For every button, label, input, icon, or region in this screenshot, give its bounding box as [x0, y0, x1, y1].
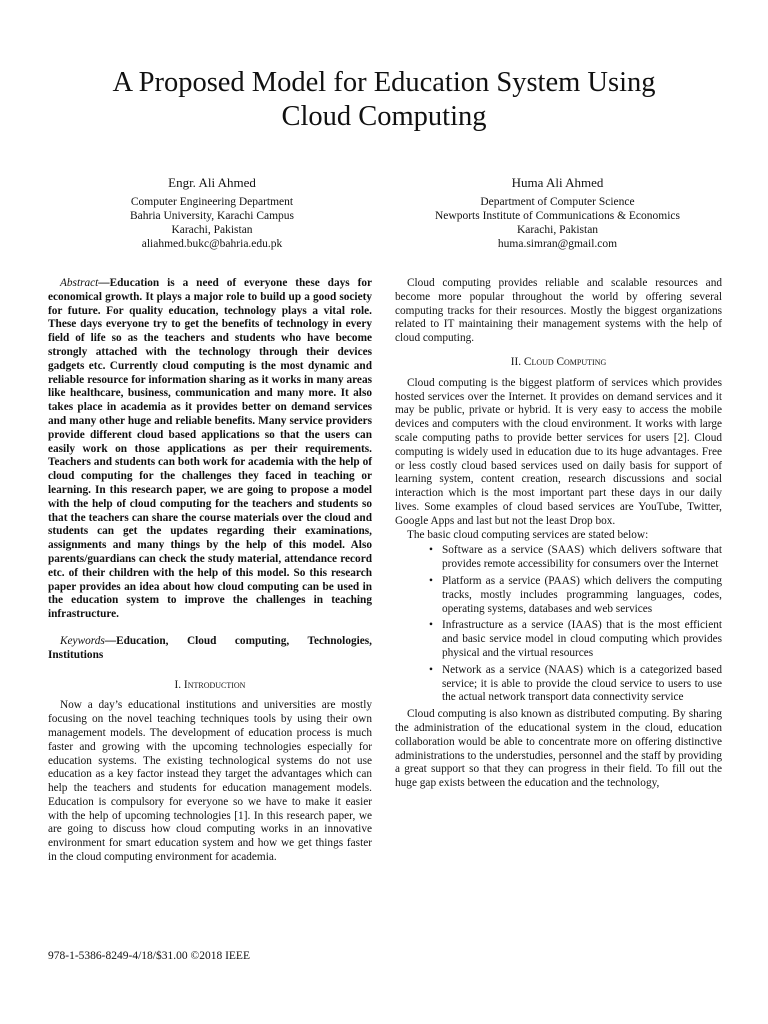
paper-title [40, 66, 728, 134]
cloud-computing-paragraph: Cloud computing is the biggest platform of services which provides hosted services over the Internet. It provides on demand services and it may be public, private or hybrid. It is very easy to access the mobile devices and computers with the cloud environment. It works with large scale computing paths to provide better services for users [2]. Cloud computing is widely used in education due to its huge advantages. Free or less costly cloud based services used on daily basis for support of learning system, content creation, research discussions and social interaction which is the most important part these days in our daily lives. Some examples of cloud based services are YouTube, Twitter, Google Apps and last but not the least Drop box. [395, 376, 722, 527]
list-item [395, 664, 722, 705]
list-item [395, 575, 722, 616]
author-name: Huma Ali Ahmed [511, 175, 604, 190]
author-email: aliahmed.bukc@bahria.edu.pk [141, 238, 283, 250]
paper-title-line2: Cloud Computing [281, 101, 487, 132]
author-institution: Bahria University, Karachi Campus [129, 210, 295, 222]
author-location: Karachi, Pakistan [516, 224, 599, 236]
section-heading-cloud-computing: II. Cloud Computing [510, 355, 607, 368]
services-list-intro: The basic cloud computing services are stated below: [407, 528, 649, 541]
distributed-computing-paragraph: Cloud computing is also known as distributed computing. By sharing the administration of the educational system in the cloud, education collaboration would be able to concentrate more on offering distinctive administrations to the understudies, personnel and the staff by providing a great support so that they can progress in their field. To fill out the huge gap exists between the education and the technology, [395, 708, 722, 790]
paper-title-line1: A Proposed Model for Education System Using [112, 67, 656, 98]
bullet-icon: • [429, 619, 433, 632]
list-item-text: Platform as a service (PAAS) which delivers the computing tracks, mostly includes programming languages, codes, operating systems, databases and web services [442, 574, 722, 615]
keywords-lead: Keywords [60, 634, 105, 647]
author-name: Engr. Ali Ahmed [168, 175, 256, 190]
author-institution: Newports Institute of Communications & Economics [435, 210, 680, 222]
intro-continued-paragraph: Cloud computing provides reliable and scalable resources and become more popular throughout the world by offering several computing tracks for their resources. Mostly the biggest organizations related to IT maintaining their management systems with the help of cloud computing. [395, 277, 722, 345]
abstract [48, 277, 372, 622]
author-location: Karachi, Pakistan [171, 224, 253, 236]
bullet-icon: • [429, 663, 433, 676]
abstract-body: —Education is a need of everyone these days for economical growth. It plays a major role to build up a good society for future. For quality education, technology plays a vital role. These days everyone try to get the benefits of technology in every field of life so as the teachers and students who have become strongly attached with the technology through their devices gadgets etc. Currently cloud computing is the most dynamic and reliable resource for information sharing as it works in many areas like healthcare, business, communication and many more. It also takes place in academia as it provides better on demand services and many other huge and reliable benefits. Many service providers provide different cloud based applications so that the users can easily work on those applications as per their requirements. Teachers and students can both work for academia with the help of cloud computing for the challenges they faced in teaching or learning. In this research paper, we are going to propose a model with the help of cloud computing for the teachers and students so that the teachers can share the course materials over the cloud and students can get the updates regarding their examinations, assignments and many things by the help of this model. Also parents/guardians can check the study material, attendance record etc. of their children with the help of this model. So this research paper provides an idea about how cloud computing can be used in the education system to improve the challenges in teaching infrastructure. [48, 277, 372, 621]
list-item [395, 544, 722, 572]
services-list [395, 544, 722, 705]
list-item [395, 619, 722, 660]
right-column [395, 277, 722, 791]
author-block-1 [62, 176, 362, 251]
keywords [48, 635, 372, 663]
list-item-text: Software as a service (SAAS) which delivers software that provides remote accessibility for consumers over the Internet [442, 544, 722, 571]
left-column [48, 277, 372, 865]
keywords-body: —Education, Cloud computing, Technologies, Institutions [48, 634, 372, 661]
abstract-lead: Abstract [60, 277, 99, 289]
author-department: Computer Engineering Department [130, 196, 294, 208]
bullet-icon: • [429, 544, 433, 557]
author-block-2 [395, 176, 720, 251]
author-department: Department of Computer Science [480, 196, 635, 208]
introduction-paragraph: Now a day’s educational institutions and universities are mostly focusing on the novel teaching techniques tools by using their own management models. The development of education process is much faster and growing with the upcoming technologies especially for education systems. The existing technological systems do not use education as a key factor instead they target the advantages which can help the teachers and students for education management models. Education is compulsory for everyone so we have to make it easier with the help of upcoming technologies [1]. In this research paper, we are going to discuss how cloud computing works in an innovative environment for smart education system and how we get things faster in the cloud computing environment for academia. [48, 699, 372, 864]
copyright-footer: 978-1-5386-8249-4/18/$31.00 ©2018 IEEE [48, 950, 250, 962]
author-email: huma.simran@gmail.com [497, 238, 618, 250]
section-heading-introduction: I. Introduction [174, 678, 246, 691]
list-item-text: Infrastructure as a service (IAAS) that is the most efficient and basic service model in cloud computing which provides physical and the virtual resources [442, 619, 722, 659]
bullet-icon: • [429, 574, 433, 587]
list-item-text: Network as a service (NAAS) which is a categorized based service; it is able to provide the cloud service to users to use the actual network transport data connectivity service [442, 663, 722, 704]
